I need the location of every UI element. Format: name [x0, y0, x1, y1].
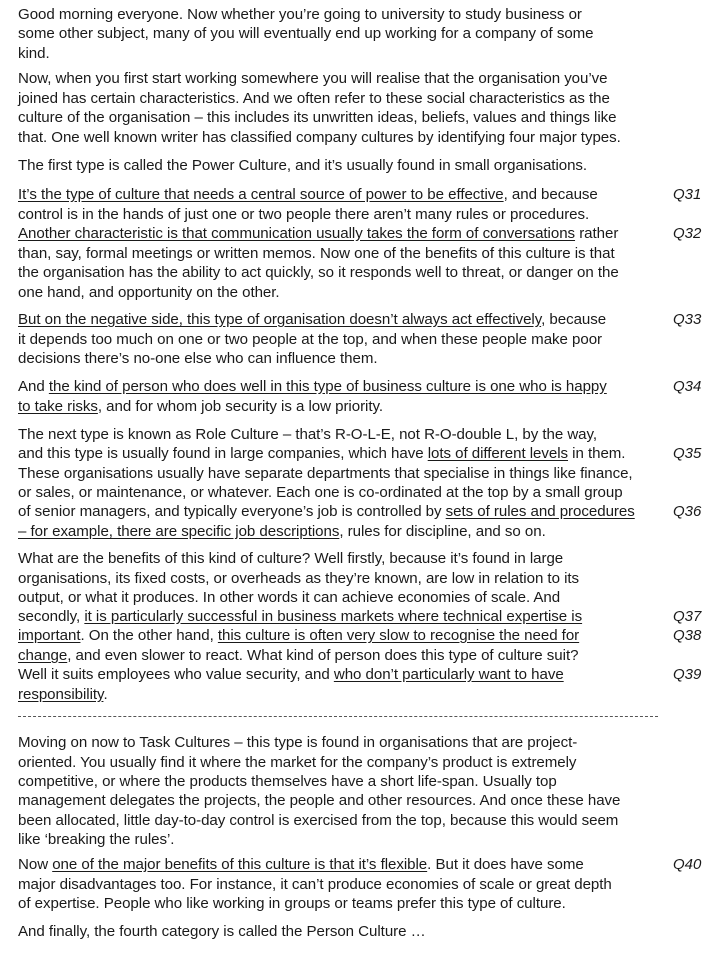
underlined-answer: – for example, there are specific job descriptions: [18, 523, 340, 540]
underlined-answer: responsibility: [18, 686, 104, 703]
transcript-line: joined has certain characteristics. And we often refer to these social characteristics as the: [18, 90, 610, 107]
section-divider: [18, 716, 658, 717]
underlined-answer: this culture is often very slow to recognise the need for: [217, 627, 580, 644]
question-marker: Q32: [673, 225, 702, 242]
underlined-answer: the kind of person who does well in this type of business culture is one who is happy: [48, 378, 607, 395]
transcript-line: been allocated, little day-to-day control is exercised from the top, because this would seem: [18, 812, 619, 829]
transcript-line: [18, 685, 108, 705]
transcript-line: like ‘breaking the rules’.: [18, 831, 175, 848]
transcript-line: [18, 855, 584, 875]
transcript-line: some other subject, many of you will eventually end up working for a company of some: [18, 25, 594, 42]
transcript-line: Moving on now to Task Cultures – this type is found in organisations that are project-: [18, 734, 578, 751]
transcript-text: . But it does have some: [427, 856, 584, 873]
transcript-text: of senior managers, and typically everyone’s job is controlled by: [18, 503, 446, 520]
question-marker: Q35: [673, 445, 702, 462]
transcript-line: competitive, or where the products themselves have a short life-span. Usually top: [18, 773, 557, 790]
transcript-text: in them.: [568, 445, 626, 462]
transcript-line: Good morning everyone. Now whether you’re going to university to study business or: [18, 6, 582, 23]
transcript-line: [18, 502, 635, 522]
underlined-answer: change: [18, 647, 68, 664]
transcript-line: oriented. You usually find it where the market for the company’s product is extremely: [18, 754, 577, 771]
transcript-text: , rules for discipline, and so on.: [339, 523, 546, 540]
underlined-answer: who don’t particularly want to have: [333, 666, 564, 683]
transcript-line: And finally, the fourth category is called the Person Culture …: [18, 923, 426, 940]
transcript-line: [18, 646, 578, 666]
transcript-line: The first type is called the Power Culture, and it’s usually found in small organisations.: [18, 157, 588, 174]
transcript-line: output, or what it produces. In other words it can achieve economies of scale. And: [18, 589, 561, 606]
transcript-text: , and even slower to react. What kind of person does this type of culture suit?: [67, 647, 579, 664]
question-marker: Q38: [673, 627, 702, 644]
transcript-line: [18, 310, 606, 330]
question-marker: Q34: [673, 378, 702, 395]
transcript-line: major disadvantages too. For instance, it can’t produce economies of scale or great depth: [18, 876, 612, 893]
transcript-text: , because: [541, 311, 607, 328]
transcript-line: it depends too much on one or two people at the top, and when these people make poor: [18, 331, 603, 348]
transcript-text: And: [18, 378, 49, 395]
question-marker: Q31: [673, 186, 702, 203]
transcript-line: [18, 224, 618, 244]
transcript-text: . On the other hand,: [80, 627, 218, 644]
underlined-answer: it is particularly successful in business markets where technical expertise is: [84, 608, 583, 625]
transcript-line: What are the benefits of this kind of culture? Well firstly, because it’s found in large: [18, 550, 564, 567]
transcript-line: the organisation has the ability to act quickly, so it responds well to threat, or danger on the: [18, 264, 619, 281]
underlined-answer: to take risks: [18, 398, 98, 415]
transcript-line: management delegates the projects, the people and other resources. And once these have: [18, 792, 621, 809]
underlined-answer: important: [18, 627, 81, 644]
question-marker: Q36: [673, 503, 702, 520]
transcript-line: of expertise. People who like working in groups or teams prefer this type of culture.: [18, 895, 566, 912]
transcript-line: [18, 665, 564, 685]
transcript-text: , and because: [503, 186, 598, 203]
transcript-line: culture of the organisation – this includes its unwritten ideas, beliefs, values and things like: [18, 109, 617, 126]
question-marker: Q39: [673, 666, 702, 683]
transcript-text: .: [103, 686, 108, 703]
transcript-line: or sales, or maintenance, or whatever. Each one is co-ordinated at the top by a small group: [18, 484, 623, 501]
underlined-answer: It’s the type of culture that needs a central source of power to be effective: [18, 186, 504, 203]
transcript-line: control is in the hands of just one or two people there aren’t many rules or procedures.: [18, 206, 590, 223]
transcript-line: [18, 522, 546, 542]
transcript-text: rather: [575, 225, 619, 242]
transcript-line: that. One well known writer has classified company cultures by identifying four major types.: [18, 129, 621, 146]
transcript-line: These organisations usually have separate departments that specialise in things like finance,: [18, 465, 633, 482]
transcript-line: [18, 444, 625, 464]
transcript-line: Now, when you first start working somewhere you will realise that the organisation you’ve: [18, 70, 608, 87]
underlined-answer: sets of rules and procedures: [445, 503, 635, 520]
transcript-line: [18, 377, 607, 397]
transcript-line: The next type is known as Role Culture – that’s R-O-L-E, not R-O-double L, by the way,: [18, 426, 598, 443]
transcript-line: one hand, and opportunity on the other.: [18, 284, 280, 301]
transcript-line: than, say, formal meetings or written memos. Now one of the benefits of this culture is that: [18, 245, 615, 262]
question-marker: Q40: [673, 856, 702, 873]
underlined-answer: Another characteristic is that communication usually takes the form of conversations: [18, 225, 576, 242]
transcript-text: secondly,: [18, 608, 85, 625]
transcript-line: organisations, its fixed costs, or overheads as they’re known, are low in relation to its: [18, 570, 580, 587]
transcript-line: decisions there’s no-one else who can influence them.: [18, 350, 378, 367]
transcript-text: Well it suits employees who value security, and: [18, 666, 334, 683]
question-marker: Q33: [673, 311, 702, 328]
underlined-answer: one of the major benefits of this culture is that it’s flexible: [52, 856, 428, 873]
transcript-line: kind.: [18, 45, 50, 62]
question-marker: Q37: [673, 608, 702, 625]
transcript-line: [18, 397, 383, 417]
transcript-line: [18, 607, 582, 627]
underlined-answer: But on the negative side, this type of organisation doesn’t always act effectively: [18, 311, 542, 328]
transcript-line: [18, 626, 579, 646]
transcript-text: and this type is usually found in large companies, which have: [18, 445, 428, 462]
transcript-text: Now: [18, 856, 53, 873]
transcript-line: [18, 185, 598, 205]
underlined-answer: lots of different levels: [427, 445, 569, 462]
transcript-text: , and for whom job security is a low priority.: [97, 398, 384, 415]
